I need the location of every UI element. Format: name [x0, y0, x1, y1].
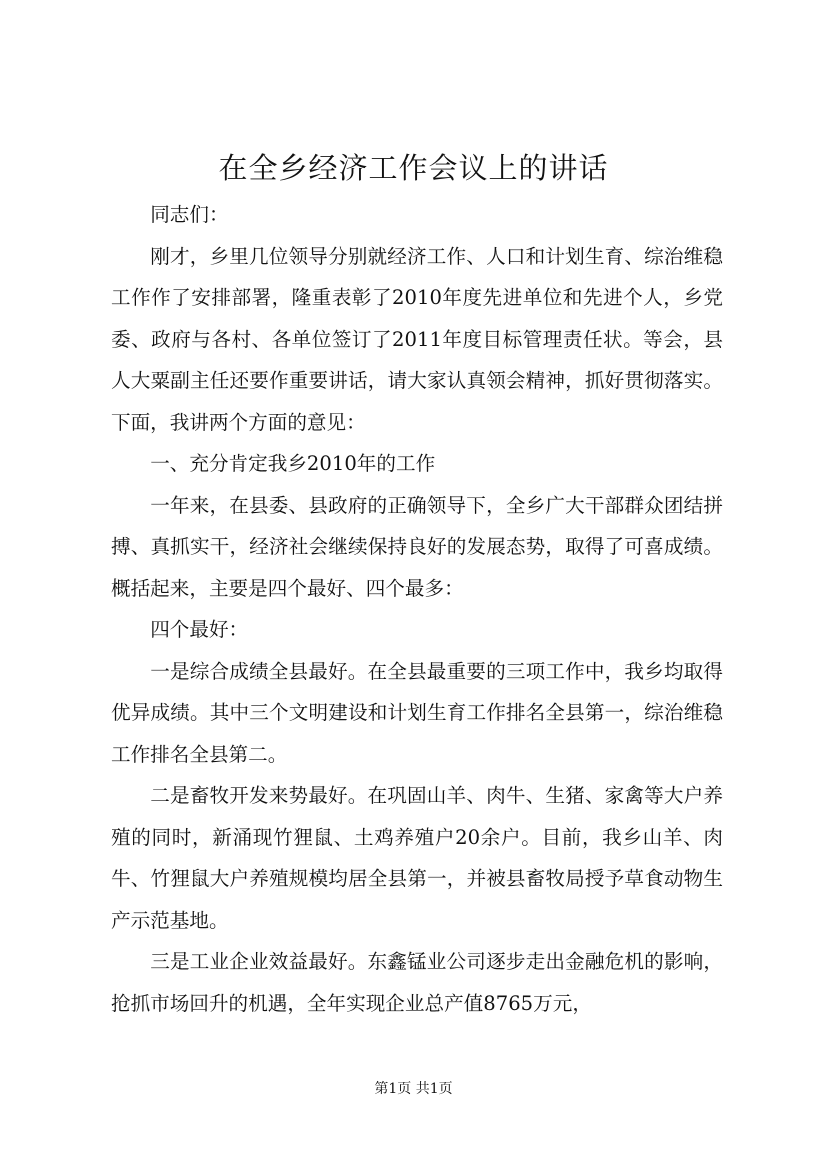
subheading: 四个最好：: [150, 618, 249, 641]
salutation: 同志们：: [150, 203, 229, 226]
section-heading: 一、充分肯定我乡2010年的工作: [150, 452, 436, 475]
page-footer: 第1页 共1页: [374, 1081, 453, 1097]
paragraph: 一年来，在县委、县政府的正确领导下，全乡广大干部群众团结拼搏、真抓实干，经济社会继续保持良好的发展态势，取得了可喜成绩。概括起来，主要是四个最好、四个最多：: [111, 493, 723, 600]
document-body: [111, 194, 723, 1024]
document-title: 在全乡经济工作会议上的讲话: [218, 151, 609, 185]
paragraph: 三是工业企业效益最好。东鑫锰业公司逐步走出金融危机的影响，抢抓市场回升的机遇，全年实现企业总产值8765万元，: [111, 950, 723, 1015]
paragraph: 刚才，乡里几位领导分别就经济工作、人口和计划生育、综治维稳工作作了安排部署，隆重表彰了2010年度先进单位和先进个人，乡党委、政府与各村、各单位签订了2011年度目标管理责任状。等会，县人大粟副主任还要作重要讲话，请大家认真领会精神，抓好贯彻落实。下面，我讲两个方面的意见：: [111, 244, 723, 434]
paragraph: 一是综合成绩全县最好。在全县最重要的三项工作中，我乡均取得优异成绩。其中三个文明建设和计划生育工作排名全县第一，综治维稳工作排名全县第二。: [111, 659, 723, 766]
paragraph: 二是畜牧开发来势最好。在巩固山羊、肉牛、生猪、家禽等大户养殖的同时，新涌现竹狸鼠、土鸡养殖户20余户。目前，我乡山羊、肉牛、竹狸鼠大户养殖规模均居全县第一，并被县畜牧局授予草食动物生产示范基地。: [111, 784, 723, 932]
